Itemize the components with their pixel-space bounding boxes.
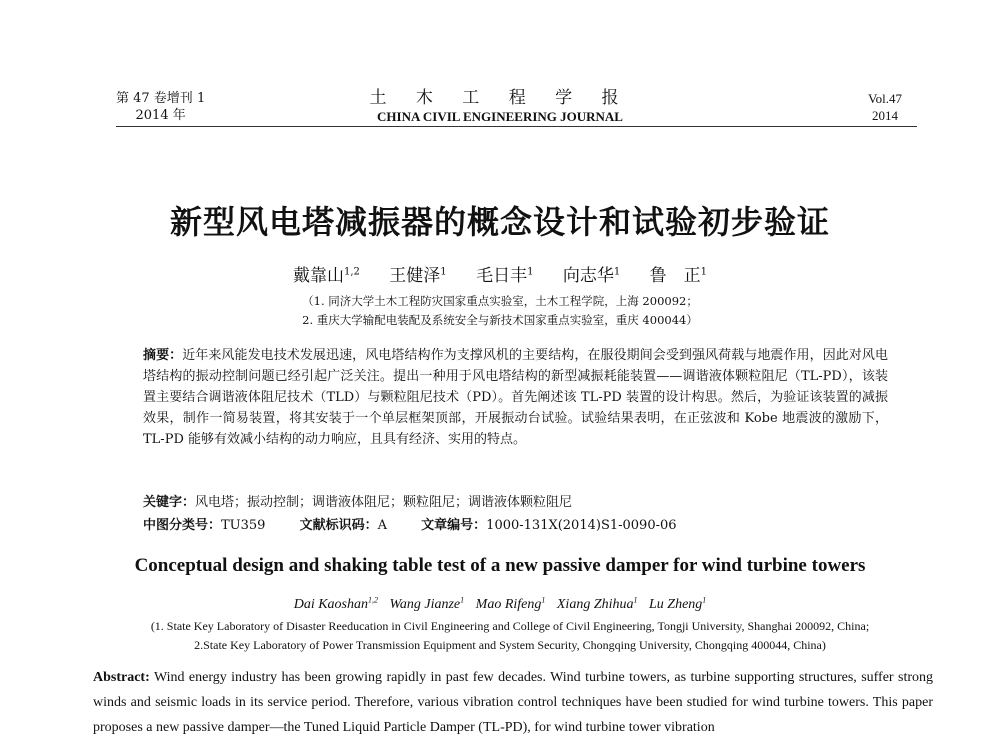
author-en: Lu Zheng$^1$ — [649, 595, 707, 612]
author-cn: 戴靠山$^{1,2}$ — [292, 265, 360, 286]
keywords-cn — [143, 493, 888, 513]
author-en: Xiang Zhihua$^1$ — [556, 595, 638, 612]
affiliation-line: 2.State Key Laboratory of Power Transmission Equipment and System Security, Chongqing University, Chongqing 400044, China) — [194, 638, 826, 652]
author-list-cn — [0, 260, 1000, 288]
journal-name-cn: 土 木 工 程 学 报 — [369, 88, 631, 108]
author-cn: 王健泽$^1$ — [389, 265, 447, 286]
author-en: Wang Jianze$^1$ — [389, 595, 465, 612]
paper-title-cn: 新型风电塔减振器的概念设计和试验初步验证 — [169, 203, 830, 241]
header-year-en: 2014 — [872, 108, 898, 123]
header-volume-info — [855, 90, 915, 124]
header-rule — [116, 126, 917, 127]
document-code: 文献标识码：A — [299, 518, 388, 533]
header-issue-info — [116, 90, 205, 124]
author-cn: 向志华$^1$ — [562, 265, 621, 286]
author-cn: 鲁 正$^1$ — [649, 265, 708, 286]
header-year-cn: 2014 年 — [135, 108, 186, 123]
journal-name-en: CHINA CIVIL ENGINEERING JOURNAL — [377, 109, 623, 124]
abstract-label-cn: 摘要： — [143, 348, 183, 363]
author-cn: 毛日丰$^1$ — [476, 265, 534, 286]
header-volume-cn: 第 47 卷增刊 1 — [116, 91, 206, 106]
clc-number: 中图分类号：TU359 — [143, 518, 266, 533]
classification-row — [143, 516, 888, 536]
keywords-text-cn: 风电塔；振动控制；调谐液体阻尼；颗粒阻尼；调谐液体颗粒阻尼 — [195, 495, 573, 510]
abstract-label-en: Abstract: — [93, 670, 150, 685]
article-number: 文章编号：1000-131X(2014)S1-0090-06 — [421, 518, 677, 533]
affiliation-line: (1. State Key Laboratory of Disaster Reeducation in Civil Engineering and College of Civil Engineering, Tongji University, Shanghai 200092, China; — [150, 619, 870, 633]
affiliations-en — [90, 617, 930, 655]
keywords-label-cn: 关键字： — [143, 495, 196, 510]
abstract-cn — [143, 345, 888, 450]
header-journal-name — [300, 88, 700, 125]
abstract-en — [93, 665, 933, 740]
author-en: Dai Kaoshan$^{1,2}$ — [293, 595, 378, 612]
affiliation-line: （1. 同济大学土木工程防灾国家重点实验室，土木工程学院，上海 200092； — [302, 294, 698, 308]
header-volume-en: Vol.47 — [867, 91, 903, 106]
paper-title-en: Conceptual design and shaking table test of a new passive damper for wind turbine towers — [134, 555, 866, 576]
affiliations-cn — [0, 292, 1000, 330]
affiliation-line: 2. 重庆大学输配电装配及系统安全与新技术国家重点实验室，重庆 400044） — [302, 313, 698, 327]
author-list-en — [0, 590, 1000, 615]
author-en: Mao Rifeng$^1$ — [475, 595, 546, 612]
abstract-text-cn: 近年来风能发电技术发展迅速，风电塔结构作为支撑风机的主要结构，在服役期间会受到强风荷载与地震作用，因此对风电塔结构的振动控制问题已经引起广泛关注。提出一种用于风电塔结构的新型减振耗能装置——调谐液体颗粒阻尼（TL-PD），该装置主要结合调谐液体阻尼技术（TLD）与颗粒阻尼技术（PD）。首先阐述该 TL-PD 装置的设计构思。然后，为验证该装置的减振效果，制作一简易装置，将其安装于一个单层框架顶部，开展振动台试验。试验结果表明，在正弦波和 Kobe 地震波的激励下，TL-PD 能够有效减小结构的动力响应，且具有经济、实用的特点。 — [143, 348, 888, 447]
abstract-text-en: Wind energy industry has been growing rapidly in past few decades. Wind turbine towers, as turbine supporting structures, suffer strong winds and seismic loads in its service period. Therefore, various vibration control techniques have been studied for wind turbine towers. This paper proposes a new passive damper—the Tuned Liquid Particle Damper (TL-PD), for wind turbine tower vibration — [93, 670, 933, 735]
